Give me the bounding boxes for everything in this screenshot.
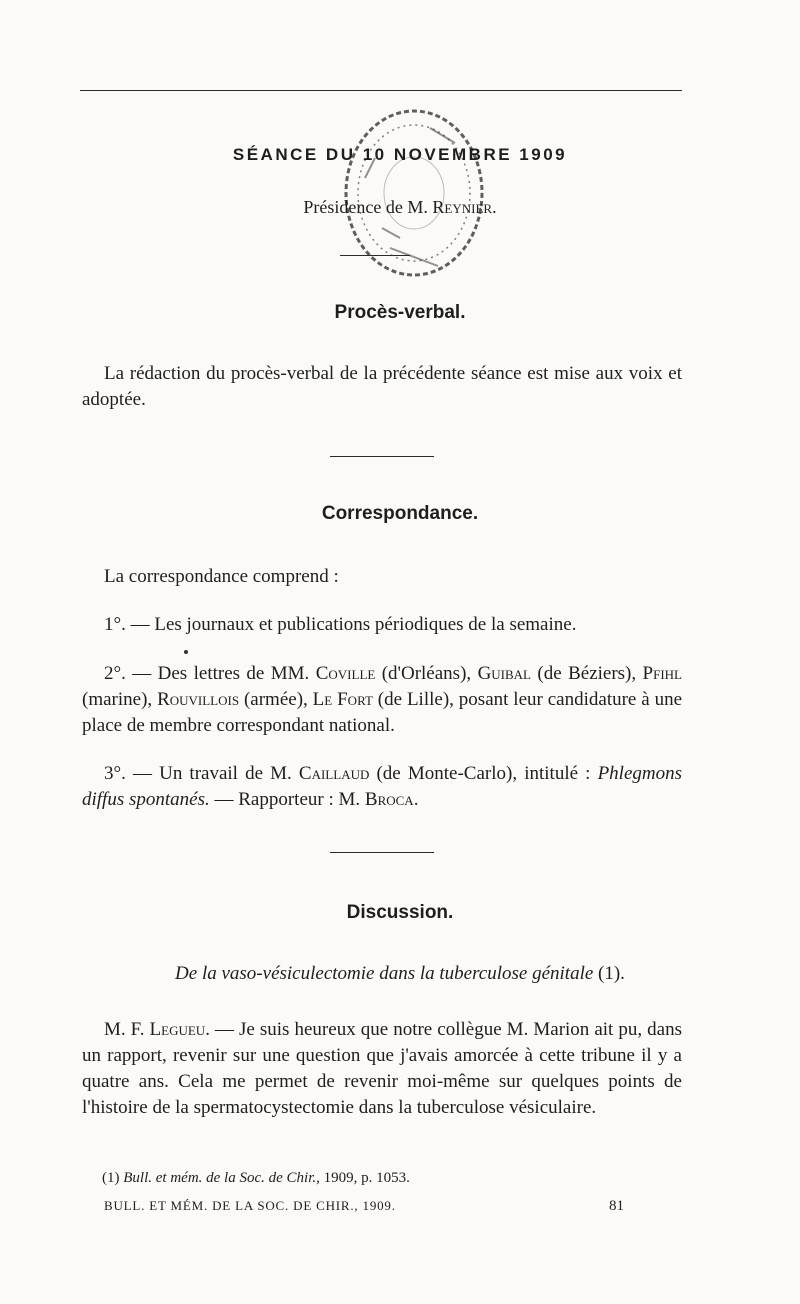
text-run: (de Béziers), [531,663,643,684]
heading-correspondance: Correspondance. [321,503,479,524]
text-run: 2°. — Des lettres de MM. [104,663,316,684]
text-run: (armée), [239,689,313,710]
person-name: Coville [315,663,376,684]
divider [330,852,434,853]
person-name: Broca [364,789,414,810]
heading-discussion: Discussion. [346,902,454,923]
text-run: . [413,789,419,810]
presidence-suffix: . [492,197,497,217]
proces-verbal-text: La rédaction du procès-verbal de la précédente séance est mise aux voix et adoptée. [82,363,682,410]
president-name: Reynier [432,197,493,217]
text-run: (de Monte-Carlo), intitulé : [369,763,598,784]
footnote-ref: (1). [593,963,625,984]
divider [340,255,410,256]
running-footer [104,1198,624,1214]
footnote-source: Bull. et mém. de la Soc. de Chir. [123,1170,317,1186]
person-name: Caillaud [298,763,370,784]
footnote-rest: , 1909, p. 1053. [316,1170,410,1186]
presidence-line [0,197,800,218]
footnote-marker: (1) [102,1170,124,1186]
discussion-subtitle [0,963,800,985]
text-run: (marine), [82,689,158,710]
person-name: Le Fort [312,689,373,710]
seance-title: SÉANCE DU 10 NOVEMBRE 1909 [232,145,568,164]
text-run: — Rapporteur : M. [209,789,365,810]
footnote [102,1170,410,1187]
top-rule [80,90,682,91]
correspondance-item-3 [82,761,682,813]
page-number: 81 [609,1198,624,1214]
person-name: Rouvillois [157,689,240,710]
person-name: Pfihl [642,663,683,684]
journal-name: BULL. ET MÉM. DE LA SOC. DE CHIR., 1909. [104,1198,396,1213]
text-run: 3°. — Un travail de M. [104,763,299,784]
work-title: Phlegmons diffus spontanés. [82,763,682,810]
text-run: (de Lille), posant leur candidature à une place de membre correspondant national. [82,689,683,736]
library-stamp [330,98,498,288]
person-name: Guibal [477,663,532,684]
text-run: M. F. [104,1019,150,1040]
divider [330,456,434,457]
correspondance-intro: La correspondance comprend : [104,566,339,587]
text-run: (d'Orléans), [375,663,478,684]
text-run: . — Je suis heureux que notre collègue M. Marion ait pu, dans un rapport, revenir sur une question que j'avais amorcée à cette tribune il y a quatre ans. Cela me permet de revenir moi-même sur quelques points de l'histoire de la spermatocystectomie dans la tuberculose vésiculaire. [82,1019,682,1118]
heading-proces-verbal: Procès-verbal. [334,302,466,323]
presidence-prefix: Présidence de M. [303,197,433,217]
person-name: Legueu [149,1019,206,1040]
discussion-paragraph [82,1017,682,1121]
subtitle-text: De la vaso-vésiculectomie dans la tuberculose génitale [175,963,594,984]
correspondance-item-1: 1°. — Les journaux et publications périodiques de la semaine. [104,614,577,635]
ink-speck [184,650,188,654]
correspondance-item-2 [82,661,682,739]
